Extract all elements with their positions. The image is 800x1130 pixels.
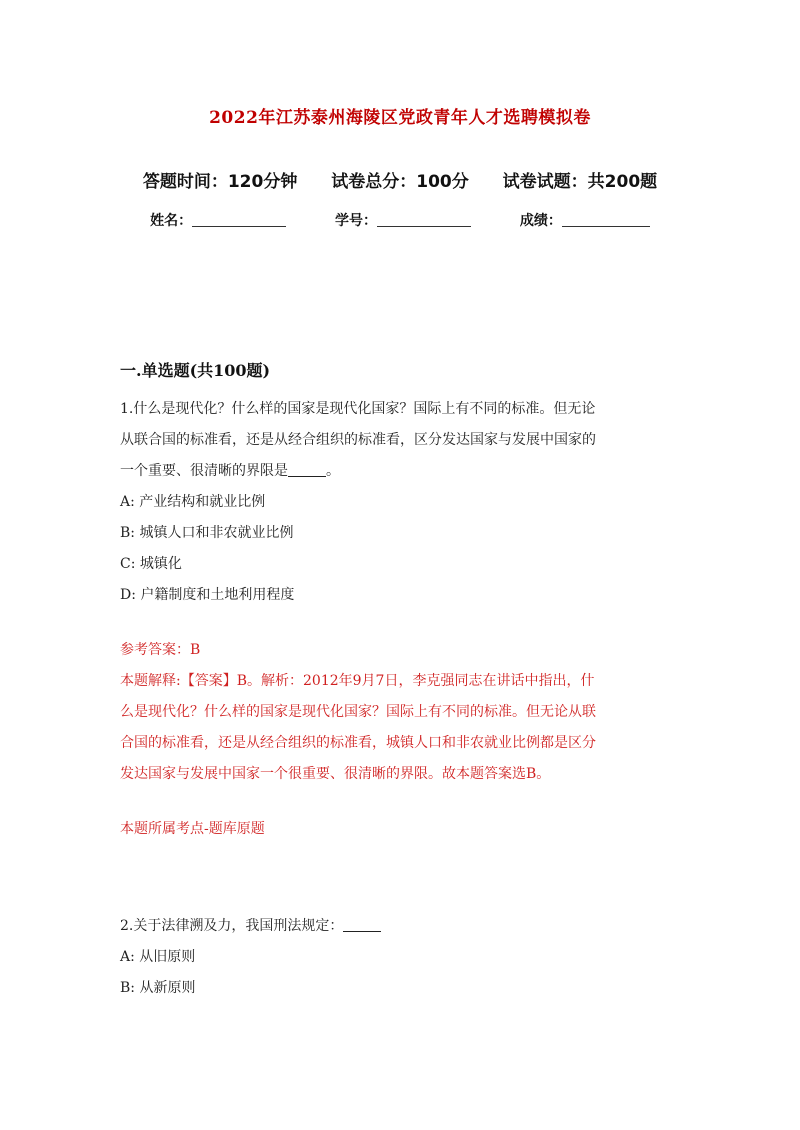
- q2-answer-blank: [343, 917, 381, 932]
- student-id-label: 学号：: [335, 213, 377, 229]
- q2-stem: [120, 911, 680, 942]
- q1-stem-text: 一个重要、很清晰的界限是: [120, 463, 288, 479]
- q1-explanation-line-2: 么是现代化？什么样的国家是现代化国家？国际上有不同的标准。但无论从联: [120, 704, 596, 720]
- q1-answer: 参考答案：B: [120, 642, 201, 658]
- q1-option-d: D: 户籍制度和土地利用程度: [120, 587, 295, 603]
- q2-option-a: A: 从旧原则: [120, 949, 196, 965]
- exam-time: 答题时间：120分钟: [142, 172, 298, 192]
- q2-stem-text: 2.关于法律溯及力，我国刑法规定：: [120, 918, 344, 934]
- q1-option-c: C: 城镇化: [120, 556, 182, 572]
- q1-explanation-line-4: 发达国家与发展中国家一个很重要、很清晰的界限。故本题答案选B。: [120, 766, 551, 782]
- q1-answer-blank: [288, 462, 326, 477]
- q1-option-b: B: 城镇人口和非农就业比例: [120, 525, 294, 541]
- section-title: 一.单选题(共100题): [120, 361, 271, 380]
- name-field: [150, 210, 286, 230]
- student-id-field: [335, 210, 471, 230]
- student-info-row: [0, 210, 800, 230]
- q1-option-a: A: 产业结构和就业比例: [120, 494, 266, 510]
- spacer: [120, 790, 680, 814]
- exam-total-score: 试卷总分：100分: [331, 172, 469, 192]
- spacer: [120, 845, 680, 911]
- q1-explanation-line-3: 合国的标准看，还是从经合组织的标准看，城镇人口和非农就业比例都是区分: [120, 735, 596, 751]
- exam-info-row: [0, 167, 800, 192]
- grade-field: [520, 210, 650, 230]
- q1-stem-line-1: 1.什么是现代化？什么样的国家是现代化国家？国际上有不同的标准。但无论: [120, 401, 596, 417]
- name-blank: [192, 212, 286, 227]
- q1-explanation-line-1: 本题解释:【答案】B。解析：2012年9月7日，李克强同志在讲话中指出，什: [120, 673, 595, 689]
- name-label: 姓名：: [150, 213, 193, 229]
- questions-body: [120, 394, 680, 1004]
- exam-title: 2022年江苏泰州海陵区党政青年人才选聘模拟卷: [209, 108, 591, 128]
- exam-question-count: 试卷试题：共200题: [502, 172, 658, 192]
- q1-stem-line-2: 从联合国的标准看，还是从经合组织的标准看，区分发达国家与发展中国家的: [120, 432, 596, 448]
- student-id-blank: [377, 212, 471, 227]
- q1-topic: 本题所属考点-题库原题: [120, 821, 265, 837]
- grade-label: 成绩：: [519, 213, 562, 229]
- spacer: [120, 611, 680, 635]
- q1-stem-end: 。: [326, 463, 340, 479]
- q1-stem-line-3: [120, 456, 680, 487]
- grade-blank: [562, 212, 650, 227]
- q2-option-b: B: 从新原则: [120, 980, 196, 996]
